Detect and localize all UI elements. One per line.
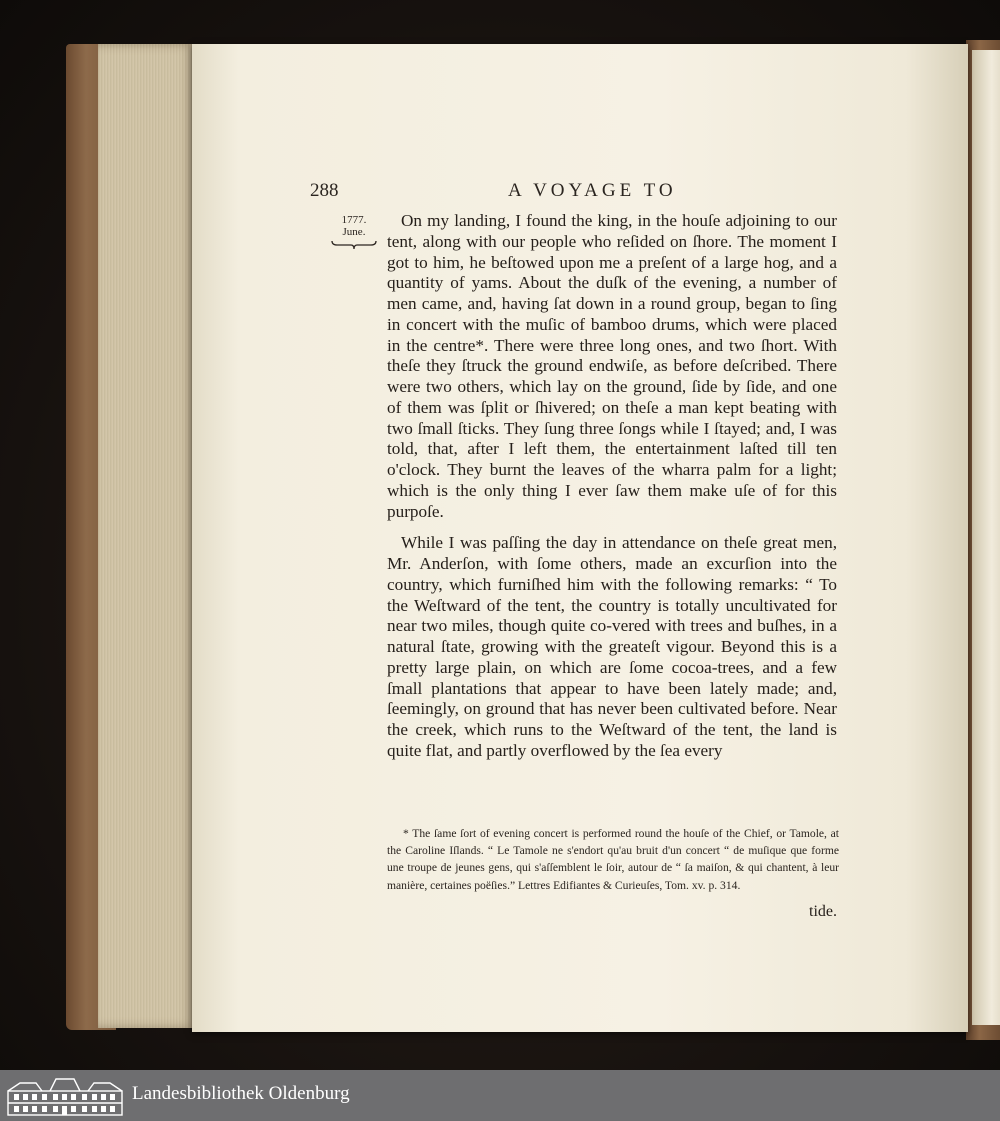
page-edges [98, 44, 195, 1028]
running-head-title: A VOYAGE TO [508, 180, 677, 201]
body-text [387, 211, 837, 762]
facing-page-edge [972, 50, 1000, 1025]
footnote-text: * The ſame ſort of evening concert is performed round the houſe of the Chief, or Tamole, at the Caroline Iſlands. “ Le Tamole ne s'endort qu'au bruit d'un concert “ de muſique que forme une troupe de jeunes gens, qui s'aſſemblent le ſoir, autour de “ ſa maiſon, & qui chantent, à leur manière, certaines poëſies.” Lettres Edifiantes & Curieuſes, Tom. xv. p. 314. [387, 827, 839, 892]
running-head [310, 180, 840, 206]
library-footer [0, 1070, 1000, 1121]
page-number: 288 [310, 180, 339, 201]
margin-note [331, 214, 377, 250]
paragraph: While I was paſſing the day in attendance on theſe great men, Mr. Anderſon, with ſome others, made an excurſion into the country, which furniſhed him with the following remarks: “ To the Weſtward of the tent, the country is totally uncultivated for near two miles, though quite co-vered with trees and buſhes, in a natural ſtate, growing with the greateſt vigour. Beyond this is a pretty large plain, on which are ſome cocoa-trees, and a few ſmall plantations that appear to have been lately made; and, ſeemingly, on ground that has never been cultivated before. Near the creek, which runs to the Weſtward of the tent, the land is quite flat, and partly overflowed by the ſea every [387, 533, 837, 760]
paragraph: On my landing, I found the king, in the houſe adjoining to our tent, along with our people who reſided on ſhore. The moment I got to him, he beſtowed upon me a preſent of a large hog, and a quantity of yams. About the duſk of the evening, a number of men came, and, having ſat down in a round group, began to ſing in concert with the muſic of bamboo drums, which were placed in the centre*. There were three long ones, and two ſhort. With theſe they ſtruck the ground endwiſe, as before deſcribed. There were two others, which lay on the ground, ſide by ſide, and one of them was ſplit or ſhivered; on theſe a man kept beating with two ſmall ſticks. They ſung three ſongs while I ſtayed; and, I was told, that, after I left them, the entertainment laſted till ten o'clock. They burnt the leaves of the wharra palm for a light; which is the only thing I ever ſaw them make uſe of for this purpoſe. [387, 211, 837, 521]
library-building-icon [6, 1075, 124, 1117]
catchword: tide. [809, 903, 837, 920]
library-name: Landesbibliothek Oldenburg [132, 1083, 350, 1104]
margin-note-year: 1777. [341, 214, 367, 226]
brace-icon [331, 240, 377, 250]
margin-note-month: June. [342, 226, 366, 238]
footnote [387, 825, 839, 894]
